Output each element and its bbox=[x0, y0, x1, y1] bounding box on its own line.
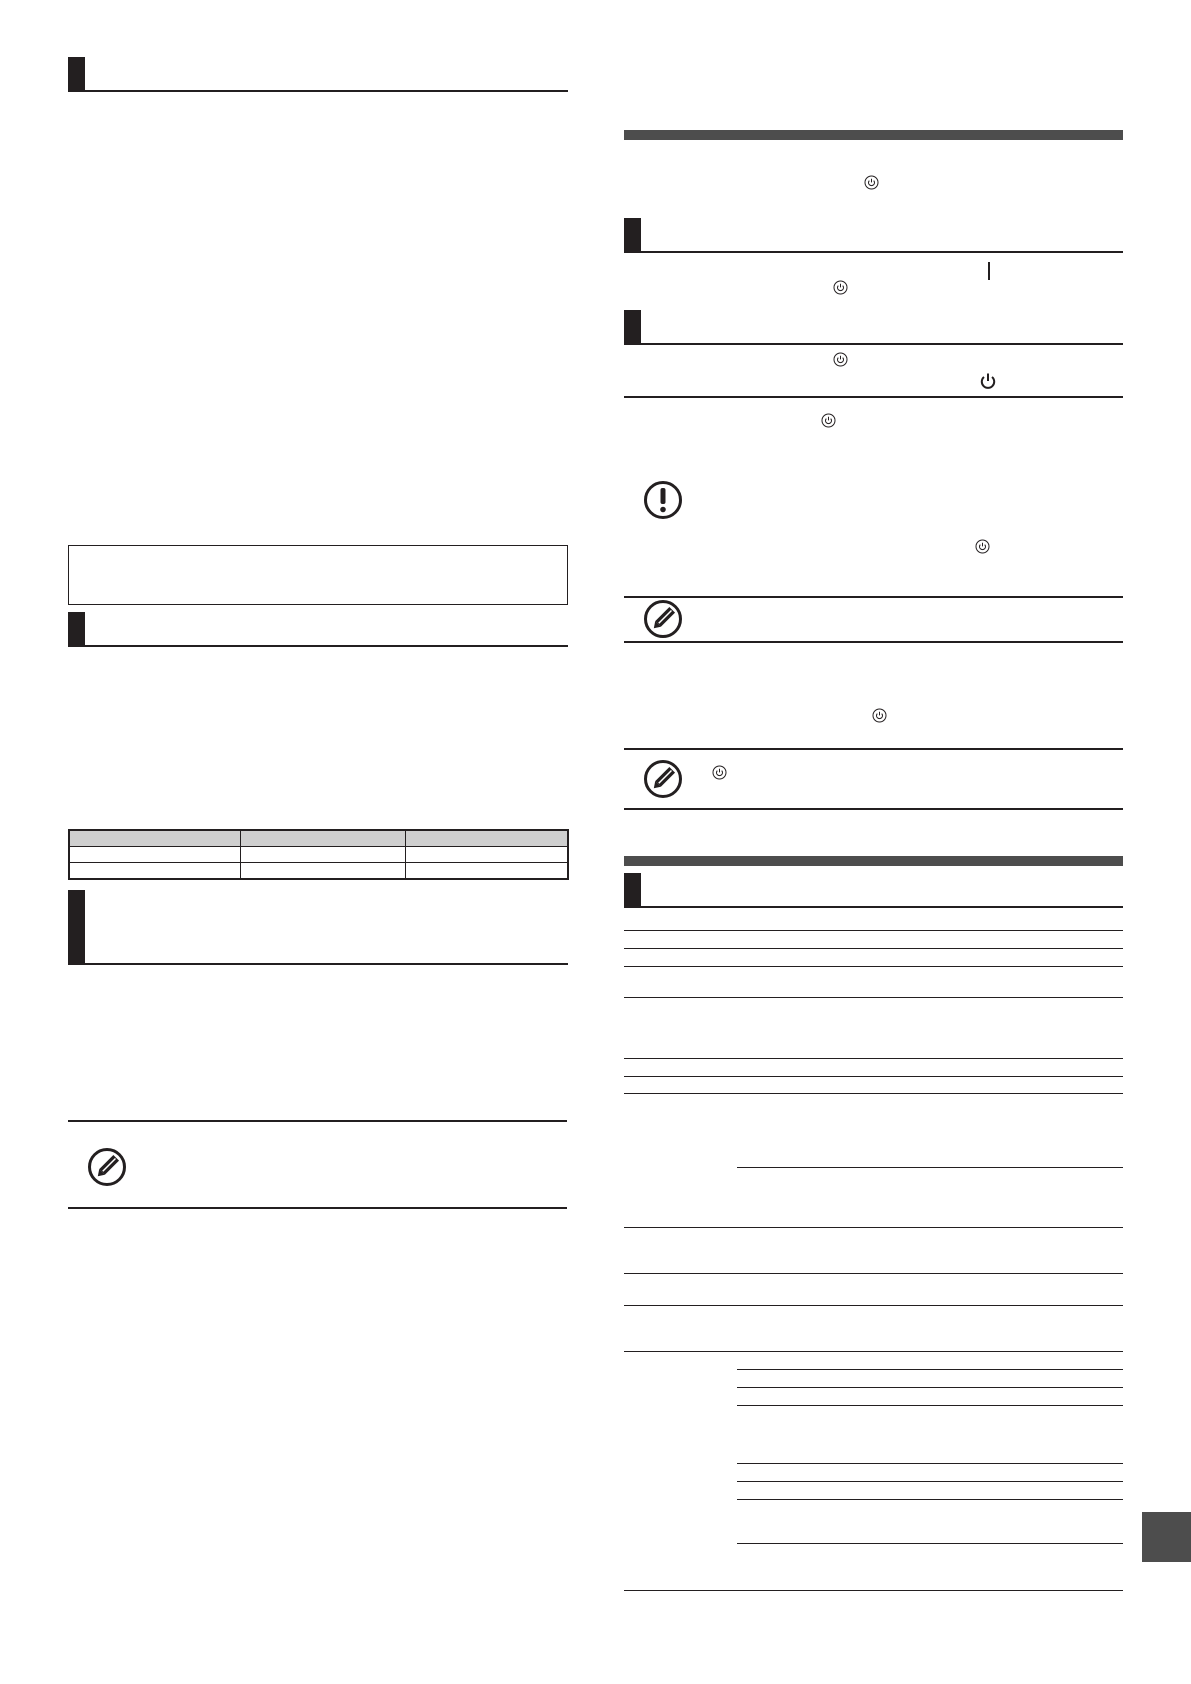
main-switch-on-icon bbox=[988, 262, 990, 280]
heading-rule bbox=[68, 963, 568, 965]
table-cell bbox=[69, 847, 241, 863]
table-header-cell bbox=[69, 830, 241, 847]
notice-box bbox=[68, 545, 568, 605]
heading-marker bbox=[624, 218, 641, 252]
section-bar bbox=[624, 130, 1123, 140]
note-pencil-icon bbox=[87, 1147, 127, 1187]
note-bottom-rule bbox=[68, 1207, 567, 1209]
note-bottom-rule bbox=[624, 808, 1123, 810]
note-top-rule bbox=[68, 1120, 567, 1122]
table-row bbox=[69, 847, 568, 863]
table-cell bbox=[406, 863, 569, 880]
spec-row-rule bbox=[624, 930, 1123, 931]
table-row bbox=[69, 863, 568, 880]
spec-row-rule bbox=[624, 1590, 1123, 1591]
spec-subrow-rule bbox=[737, 1167, 1123, 1168]
table-cell bbox=[241, 847, 406, 863]
table-header-row bbox=[69, 830, 568, 847]
spec-subrow-rule bbox=[737, 1369, 1123, 1370]
heading-rule bbox=[68, 90, 568, 92]
heading-rule bbox=[624, 251, 1123, 253]
heading-rule bbox=[624, 906, 1123, 908]
heading-marker bbox=[68, 890, 85, 964]
table-header-cell bbox=[241, 830, 406, 847]
note-pencil-icon bbox=[643, 599, 683, 639]
spec-row-rule bbox=[624, 966, 1123, 967]
table-header-cell bbox=[406, 830, 569, 847]
power-button-icon bbox=[833, 280, 848, 295]
divider-rule bbox=[624, 396, 1123, 398]
power-button-icon bbox=[712, 765, 727, 780]
spec-subrow-rule bbox=[737, 1387, 1123, 1388]
section-bar bbox=[624, 856, 1123, 866]
spec-subrow-rule bbox=[737, 1499, 1123, 1500]
table-cell bbox=[241, 863, 406, 880]
power-button-icon bbox=[864, 175, 879, 190]
spec-row-rule bbox=[624, 1351, 1123, 1352]
caution-icon bbox=[643, 480, 683, 520]
spec-row-rule bbox=[624, 1273, 1123, 1274]
power-button-icon bbox=[821, 413, 836, 428]
spec-subrow-rule bbox=[737, 1543, 1123, 1544]
heading-marker bbox=[68, 612, 85, 646]
heading-rule bbox=[624, 343, 1123, 345]
note-top-rule bbox=[624, 748, 1123, 750]
table-cell bbox=[406, 847, 569, 863]
note-top-rule bbox=[624, 596, 1123, 598]
spec-row-rule bbox=[624, 997, 1123, 998]
spec-row-rule bbox=[624, 1076, 1123, 1077]
heading-marker bbox=[68, 57, 85, 91]
note-bottom-rule bbox=[624, 641, 1123, 643]
spec-table bbox=[68, 829, 569, 880]
spec-subrow-rule bbox=[737, 1481, 1123, 1482]
power-button-icon bbox=[975, 539, 990, 554]
spec-row-rule bbox=[624, 1305, 1123, 1306]
spec-row-rule bbox=[624, 1093, 1123, 1094]
page-tab bbox=[1142, 1512, 1191, 1562]
table-cell bbox=[69, 863, 241, 880]
power-button-icon bbox=[872, 708, 887, 723]
heading-marker bbox=[624, 310, 641, 344]
heading-marker bbox=[624, 873, 641, 907]
spec-row-rule bbox=[624, 948, 1123, 949]
spec-subrow-rule bbox=[737, 1405, 1123, 1406]
power-button-icon bbox=[833, 352, 848, 367]
note-pencil-icon bbox=[643, 759, 683, 799]
spec-subrow-rule bbox=[737, 1463, 1123, 1464]
heading-rule bbox=[68, 645, 568, 647]
spec-row-rule bbox=[624, 1058, 1123, 1059]
power-symbol-icon bbox=[979, 372, 997, 390]
spec-row-rule bbox=[624, 1227, 1123, 1228]
